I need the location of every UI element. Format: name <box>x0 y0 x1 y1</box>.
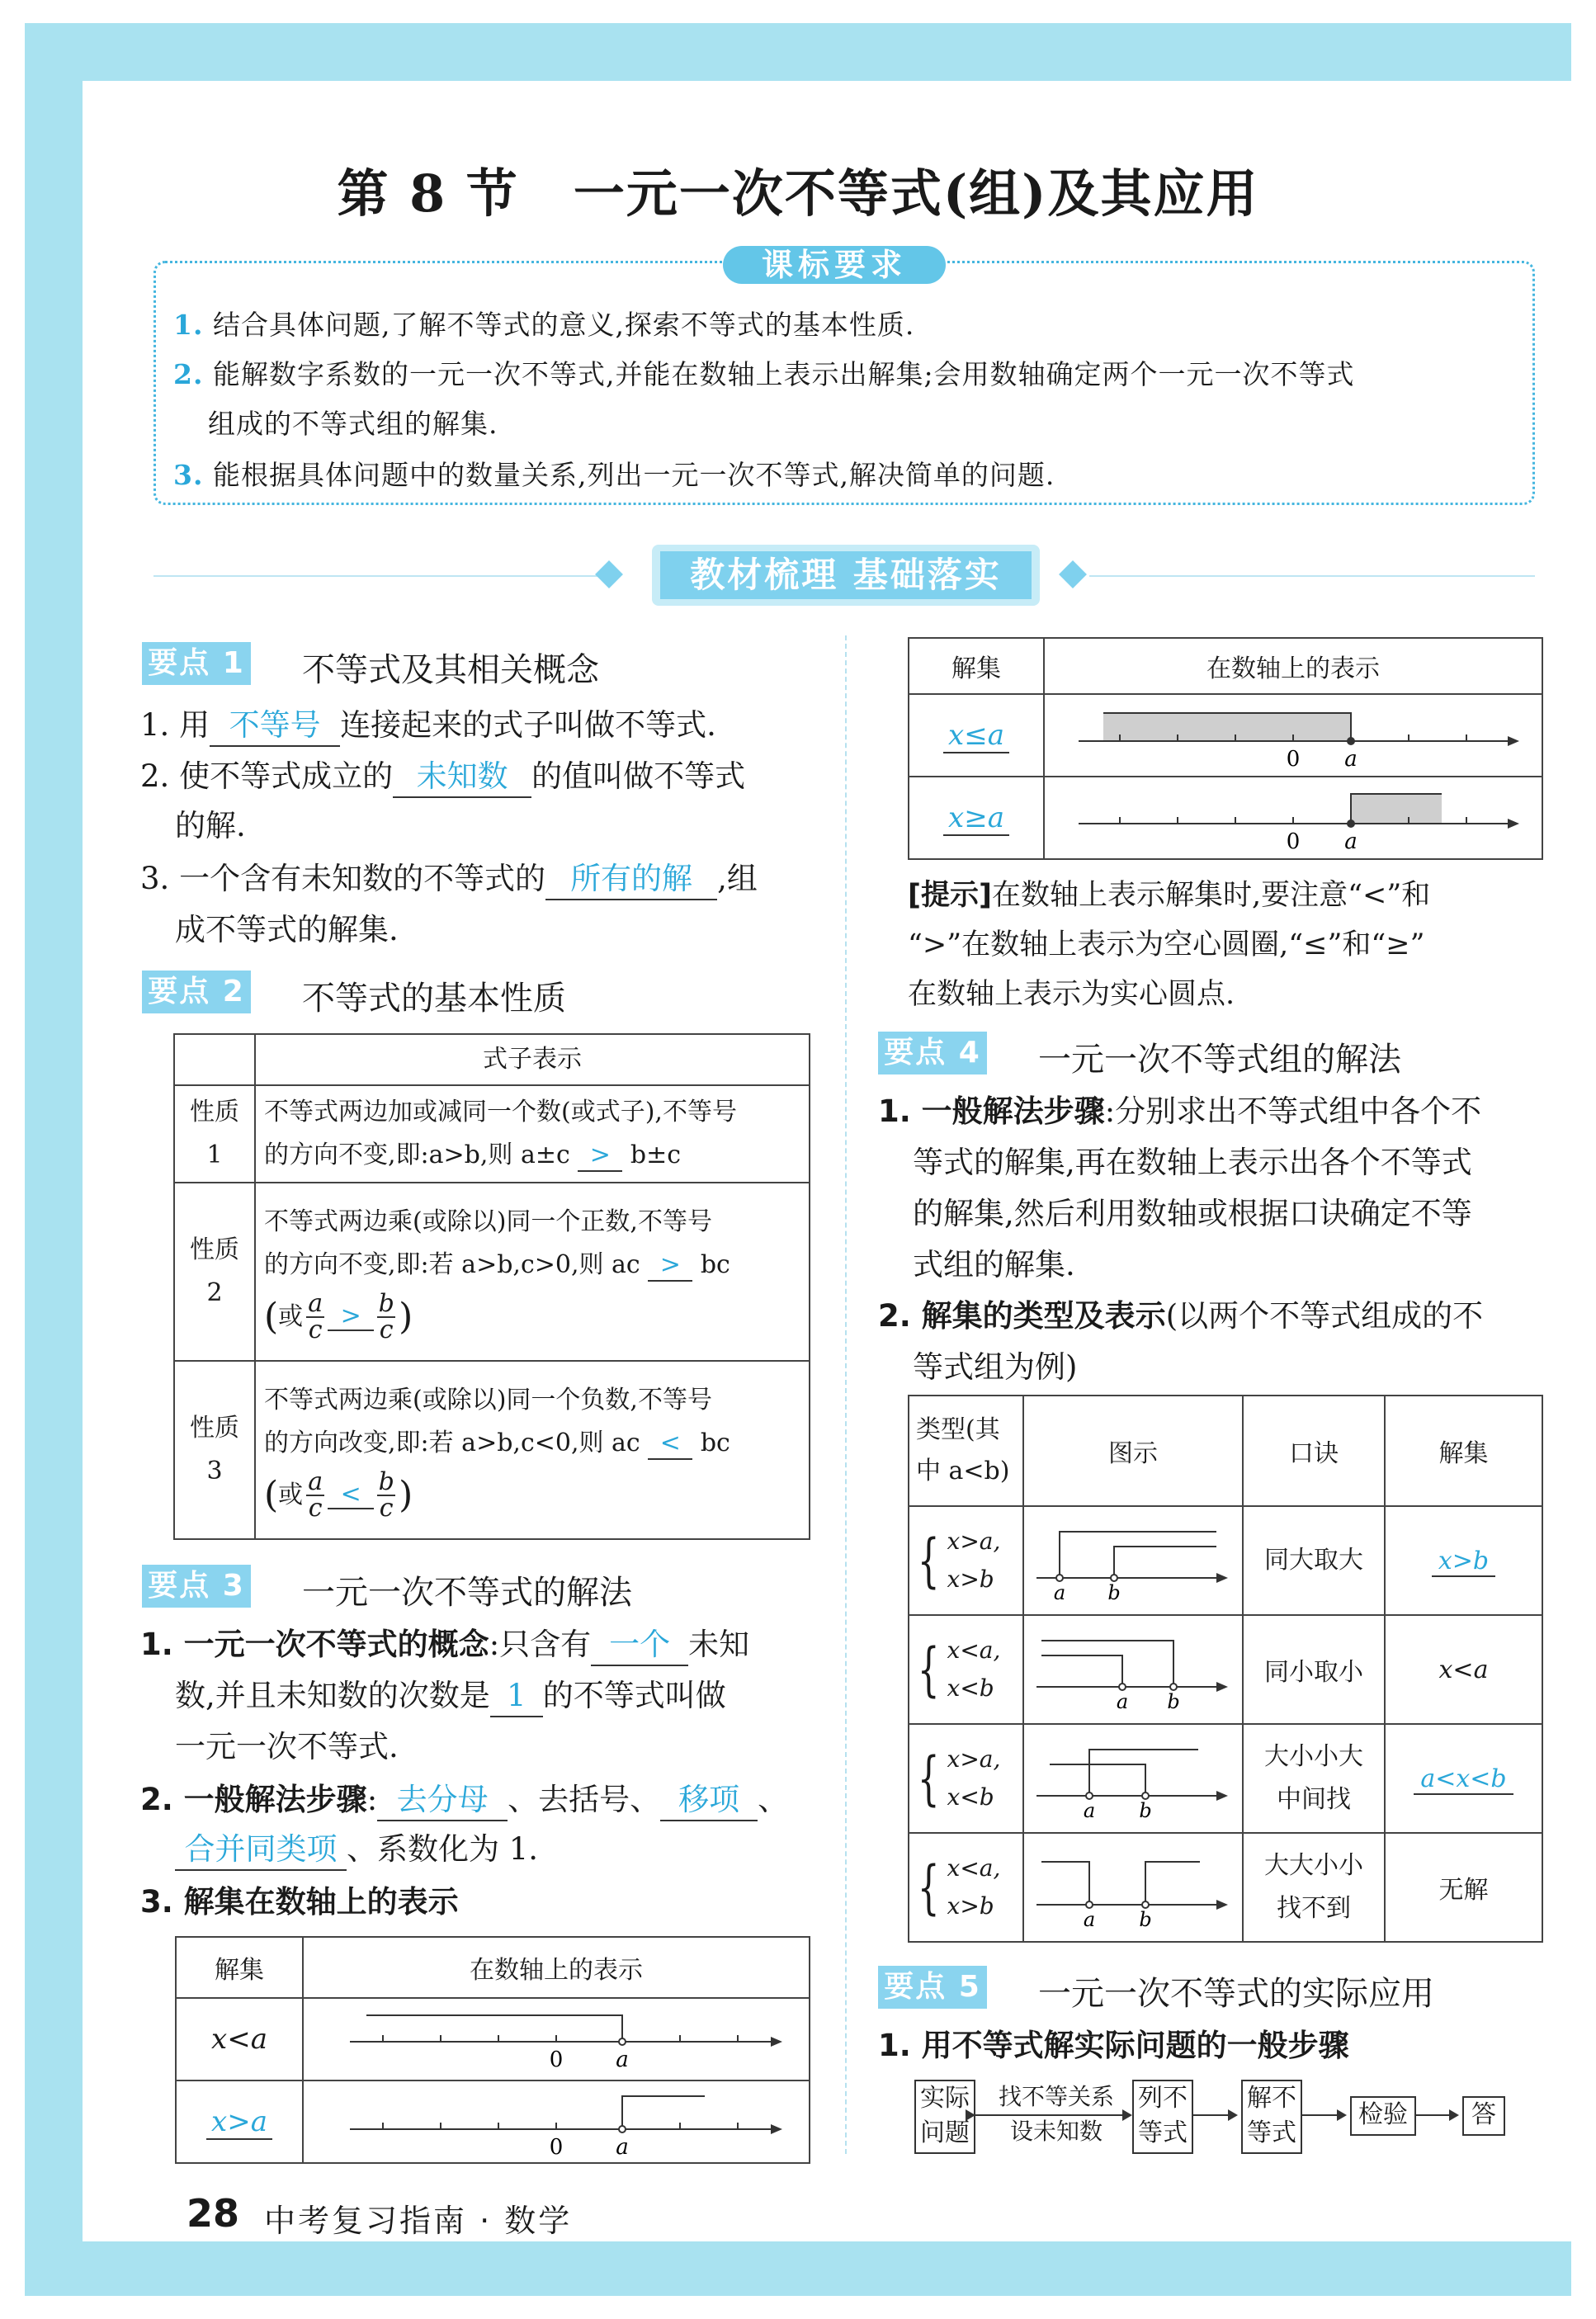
tip-line: [提示]在数轴上表示解集时,要注意“<”和 <box>908 879 1431 912</box>
flow-arrow <box>1414 2114 1457 2116</box>
text-line: 等式组为例) <box>913 1349 1078 1385</box>
svg-text:a: a <box>1083 1799 1096 1822</box>
key-point-badge: 要点 1 <box>142 642 251 685</box>
system-cell: { x<a, x<b <box>909 1615 1023 1724</box>
solution-cell: x≤a <box>909 694 1044 777</box>
svg-text:a: a <box>616 2047 629 2072</box>
text-line: 1. 用不等式解实际问题的一般步骤 <box>878 2028 1349 2063</box>
section-rule-right <box>1089 575 1535 577</box>
number-line-cell <box>303 1998 810 2080</box>
text-line: 1. 一般解法步骤:分别求出不等式组中各个不 <box>878 1093 1482 1129</box>
inequality-system-table: 类型(其 中 a<b) 图示 口诀 解集 { x>a, x>b a b 同大取大 x>b { x<a, x<b a b 同小取小 x<a { x>a, x<b a b 大小小大 中间找 a<x<b { x<a, x>b a b 大大小小 找不到 无解 <box>908 1395 1543 1943</box>
text-line: 1. 一元一次不等式的概念:只含有 一个 未知 <box>140 1619 749 1670</box>
book-title: 中考复习指南 · 数学 <box>264 2203 573 2239</box>
tip-line: “>”在数轴上表示为空心圆圈,“≤”和“≥” <box>908 928 1425 961</box>
number-line <box>1025 1731 1231 1822</box>
property-name: 性质 1 <box>174 1085 255 1183</box>
text-line: 等式的解集,再在数轴上表示出各个不等式 <box>913 1145 1472 1180</box>
svg-text:0: 0 <box>1286 747 1301 772</box>
section-number: 第 8 节 <box>337 163 519 224</box>
solution-cell: x>a <box>176 2080 303 2163</box>
text-line: 2. 解集的类型及表示(以两个不等式组成的不 <box>878 1298 1484 1334</box>
system-cell: { x>a, x<b <box>909 1724 1023 1833</box>
diagram-cell <box>1023 1833 1243 1942</box>
standard-item: 1. 结合具体问题,了解不等式的意义,探索不等式的基本性质. <box>173 309 915 341</box>
text-line: 3. 解集在数轴上的表示 <box>140 1884 459 1920</box>
number-line <box>309 2085 804 2159</box>
text-line: 3. 一个含有未知数的不等式的 所有的解 ,组 <box>140 853 758 904</box>
standard-item: 2. 能解数字系数的一元一次不等式,并能在数轴上表示出解集;会用数轴确定两个一元一次不等式 <box>173 358 1355 390</box>
number-line <box>1046 698 1541 772</box>
flow-arrow <box>974 2114 1131 2116</box>
key-point-title: 一元一次不等式组的解法 <box>1038 1041 1401 1079</box>
svg-text:0: 0 <box>549 2047 564 2072</box>
column-divider <box>845 635 847 2154</box>
page-number: 28 <box>187 2191 240 2236</box>
number-line <box>1025 1840 1231 1931</box>
svg-text:b: b <box>1139 1799 1152 1822</box>
text-line: 成不等式的解集. <box>175 912 399 947</box>
flow-step: 列不 等式 <box>1132 2080 1193 2154</box>
property-name: 性质 3 <box>174 1361 255 1539</box>
number-line <box>309 2002 804 2076</box>
key-point-badge: 要点 2 <box>142 971 251 1013</box>
text-line: 的解. <box>175 808 246 843</box>
key-point-badge: 要点 5 <box>878 1966 987 2009</box>
section-rule-left <box>153 575 599 577</box>
system-cell: { x<a, x>b <box>909 1833 1023 1942</box>
tip-line: 在数轴上表示为实心圆点. <box>908 978 1235 1011</box>
svg-text:0: 0 <box>1286 829 1301 854</box>
section-name: 一元一次不等式(组)及其应用 <box>573 163 1259 224</box>
svg-text:b: b <box>1107 1581 1121 1604</box>
standard-item: 组成的不等式组的解集. <box>208 408 498 440</box>
text-line: 的解集,然后利用数轴或根据口诀确定不等 <box>913 1196 1472 1231</box>
page-frame-left <box>25 23 83 2296</box>
text-line: 一元一次不等式. <box>175 1729 399 1764</box>
svg-text:0: 0 <box>549 2135 564 2159</box>
key-point-title: 一元一次不等式的解法 <box>302 1574 632 1612</box>
svg-text:a: a <box>1116 1690 1129 1713</box>
key-point-title: 不等式的基本性质 <box>302 980 566 1018</box>
svg-text:a: a <box>1344 829 1358 854</box>
text-line: 数,并且未知数的次数是 1 的不等式叫做 <box>175 1670 726 1722</box>
flow-arrow <box>1192 2114 1236 2116</box>
number-line-cell <box>1044 694 1542 777</box>
key-point-title: 不等式及其相关概念 <box>302 651 599 689</box>
number-line <box>1025 1514 1231 1604</box>
diagram-cell <box>1023 1506 1243 1615</box>
diagram-cell <box>1023 1615 1243 1724</box>
page-frame-top <box>25 23 1571 81</box>
properties-table <box>173 1033 810 1540</box>
table-header: 式子表示 <box>255 1034 810 1085</box>
flow-arrow <box>1301 2114 1345 2116</box>
property-cell: 不等式两边乘(或除以)同一个正数,不等号 的方向不变,即:若 a>b,c>0,则 ac > bc ( 或 a c > b c ) <box>255 1183 810 1361</box>
solution-set-table: 解集 在数轴上的表示 x<a 0 a x>a 0 a <box>175 1936 810 2164</box>
text-line: 1. 用 不等号 连接起来的式子叫做不等式. <box>140 700 716 751</box>
number-line-cell <box>303 2080 810 2163</box>
key-point-title: 一元一次不等式的实际应用 <box>1038 1975 1434 2013</box>
page-frame-bottom <box>25 2241 1571 2296</box>
property-cell: 不等式两边加或减同一个数(或式子),不等号 的方向不变,即:a>b,则 a±c > b±c <box>255 1085 810 1183</box>
diagram-cell <box>1023 1724 1243 1833</box>
text-line: 合并同类项 、系数化为 1. <box>175 1824 538 1875</box>
solution-set-table: 解集 在数轴上的表示 x≤a 0 a x≥a 0 a <box>908 637 1543 860</box>
svg-text:a: a <box>1344 747 1358 772</box>
standard-item: 3. 能根据具体问题中的数量关系,列出一元一次不等式,解决简单的问题. <box>173 459 1055 491</box>
text-line: 2. 一般解法步骤: 去分母 、去括号、 移项 、 <box>140 1774 788 1825</box>
solution-cell: x≥a <box>909 777 1044 859</box>
svg-text:a: a <box>616 2135 629 2159</box>
svg-text:b: b <box>1139 1908 1152 1931</box>
flow-step: 答 <box>1462 2096 1505 2136</box>
svg-text:a: a <box>1053 1581 1066 1604</box>
key-point-badge: 要点 4 <box>878 1032 987 1074</box>
number-line <box>1046 781 1541 855</box>
page-title <box>0 153 1596 226</box>
number-line-cell <box>1044 777 1542 859</box>
property-cell: 不等式两边乘(或除以)同一个负数,不等号 的方向改变,即:若 a>b,c<0,则 ac < bc ( 或 a c < b c ) <box>255 1361 810 1539</box>
flow-step: 实际 问题 <box>914 2080 975 2154</box>
svg-text:a: a <box>1083 1908 1096 1931</box>
key-point-badge: 要点 3 <box>142 1565 251 1608</box>
flow-note: 找不等关系 设未知数 <box>998 2083 1114 2145</box>
property-name: 性质 2 <box>174 1183 255 1361</box>
text-line: 2. 使不等式成立的 未知数 的值叫做不等式 <box>140 751 745 802</box>
system-cell: { x>a, x>b <box>909 1506 1023 1615</box>
solution-cell: x<a <box>176 1998 303 2080</box>
number-line <box>1025 1622 1231 1713</box>
flow-step: 解不 等式 <box>1241 2080 1302 2154</box>
section-header: 教材梳理 基础落实 <box>660 551 1032 599</box>
standards-tab: 课标要求 <box>723 246 946 284</box>
text-line: 式组的解集. <box>913 1247 1075 1282</box>
svg-text:b: b <box>1167 1690 1180 1713</box>
flow-step: 检验 <box>1350 2096 1416 2136</box>
